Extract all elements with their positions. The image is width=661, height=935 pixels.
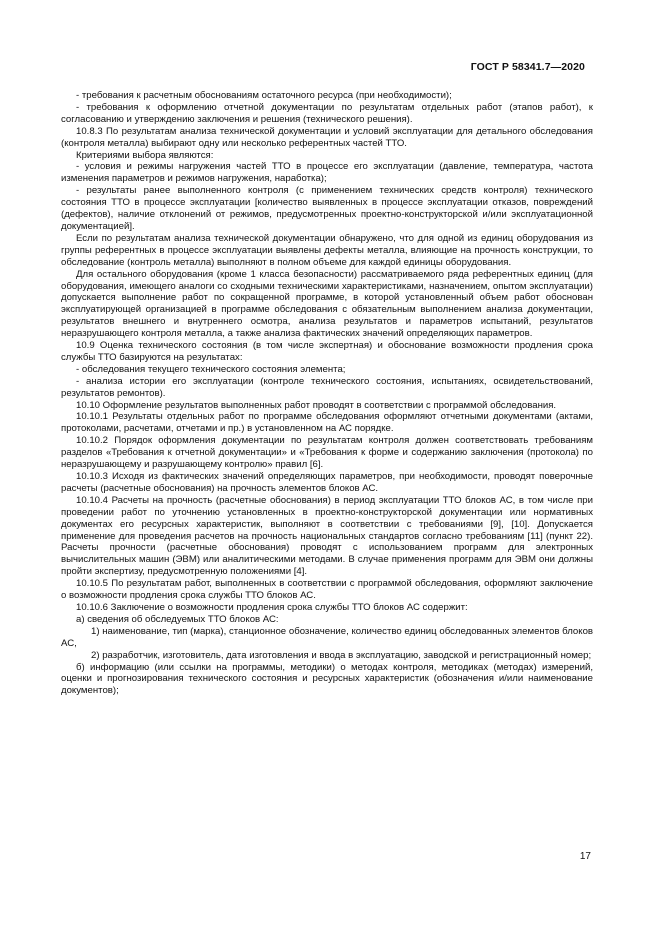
paragraph: 10.10.2 Порядок оформления документации по результатам контроля должен соответствовать требованиям разделов «Требования к отчетной документации» и «Требования к форме и содержанию заключения (протокола) по неразрушающему и разрушающему контролю» правил [6]. <box>61 435 593 471</box>
paragraph: 10.9 Оценка технического состояния (в том числе экспертная) и обоснование возможности продления срока службы ТТО базируются на результатах: <box>61 340 593 363</box>
paragraph: б) информацию (или ссылки на программы, методики) о методах контроля, методиках (методах) измерений, оценки и прогнозирования технического состояния и ресурсных характеристик (обозначения и/или наименование документов); <box>61 661 593 697</box>
paragraph: 10.10 Оформление результатов выполненных работ проводят в соответствии с программой обследования. <box>76 399 557 411</box>
paragraph: Если по результатам анализа технической документации обнаружено, что для одной из единиц оборудования из группы референтных в процессе эксплуатации выявлены дефекты металла, влияющие на прочность конструкции, то обследование (контроль металла) выполняют в полном объеме для каждой единицы оборудования. <box>61 232 593 268</box>
paragraph: Для остального оборудования (кроме 1 класса безопасности) рассматриваемого ряда референтных единиц (для оборудования, имеющего аналоги со сходными техническими характеристиками, назначением, опытом эксплуатации) допускается выполнение работ по сокращенной программе, в которой установленный объем работ обоснован эксплуатирующей организацией в программе обследования с обязательным выполнением анализа документации, результатов внешнего и внутреннего осмотра, анализа результатов и параметров испытаний, результатов неразрушающего контроля металла, а также анализа фактических значений определяющих параметров. <box>61 268 593 340</box>
paragraph: - обследования текущего технического состояния элемента; <box>76 363 346 375</box>
page-number: 17 <box>579 851 591 862</box>
paragraph: - анализа истории его эксплуатации (контроле технического состояния, испытаниях, освидетельствований, результатов ремонтов). <box>61 375 593 399</box>
standard-number-header: ГОСТ Р 58341.7—2020 <box>470 61 585 73</box>
paragraph: 10.10.5 По результатам работ, выполненных в соответствии с программой обследования, оформляют заключение о возможности продления срока службы ТТО блоков АС. <box>61 578 593 602</box>
paragraph: 2) разработчик, изготовитель, дата изготовления и ввода в эксплуатацию, заводской и регистрационный номер; <box>91 649 592 661</box>
paragraph: - условия и режимы нагружения частей ТТО в процессе его эксплуатации (давление, температура, частота изменения параметров и режимов нагружения, наработка); <box>61 161 593 185</box>
paragraph: 10.10.6 Заключение о возможности продления срока службы ТТО блоков АС содержит: <box>76 601 468 613</box>
paragraph: 1) наименование, тип (марка), станционное обозначение, количество единиц обследованных элементов блоков АС, <box>61 625 593 649</box>
paragraph: - требования к расчетным обоснованиям остаточного ресурса (при необходимости); <box>76 90 452 101</box>
paragraph: 10.10.3 Исходя из фактических значений определяющих параметров, при необходимости, проводят поверочные расчеты (расчетные обоснования) на прочность элементов блоков АС. <box>61 471 593 494</box>
paragraph: Критериями выбора являются: <box>76 149 214 161</box>
document-body <box>61 90 593 697</box>
paragraph: 10.10.1 Результаты отдельных работ по программе обследования оформляют отчетными документами (актами, протоколами, расчетами, отчетами и пр.) в установленном на АС порядке. <box>61 411 593 435</box>
paragraph: 10.10.4 Расчеты на прочность (расчетные обоснования) в период эксплуатации ТТО блоков АС, в том числе при проведении работ по уточнению установленных в проектно-конструкторской документации или нормативных документах его ресурсных характеристик, выполняют в соответствии с требованиями [9], [10]. Допускается применение для проведения расчетов на прочность национальных стандартов согласно требованиям [11] (пункт 22). Расчеты прочности (расчетные обоснования) проводят с использованием программ для электронных вычислительных машин (ЭВМ) или аналитическими методами. В случае применения программ для ЭВМ они должны пройти экспертизу, предусмотренную положениями [4]. <box>61 494 593 578</box>
paragraph: - результаты ранее выполненного контроля (с применением технических средств контроля) технического состояния ТТО в процессе эксплуатации [количество выявленных в процессе эксплуатации отказов, повреждений (дефектов), наличие отклонений от режимов, предусмотренных проектно-конструкторской и/или эксплуатационной документацией]. <box>61 185 593 232</box>
paragraph: а) сведения об обследуемых ТТО блоков АС: <box>76 613 279 625</box>
paragraph: 10.8.3 По результатам анализа технической документации и условий эксплуатации для детального обследования (контроля металла) выбирают одну или несколько референтных частей ТТО. <box>61 125 593 149</box>
paragraph: - требования к оформлению отчетной документации по результатам отдельных работ (этапов работ), к согласованию и утверждению заключения и решения (технического решения). <box>61 101 593 125</box>
